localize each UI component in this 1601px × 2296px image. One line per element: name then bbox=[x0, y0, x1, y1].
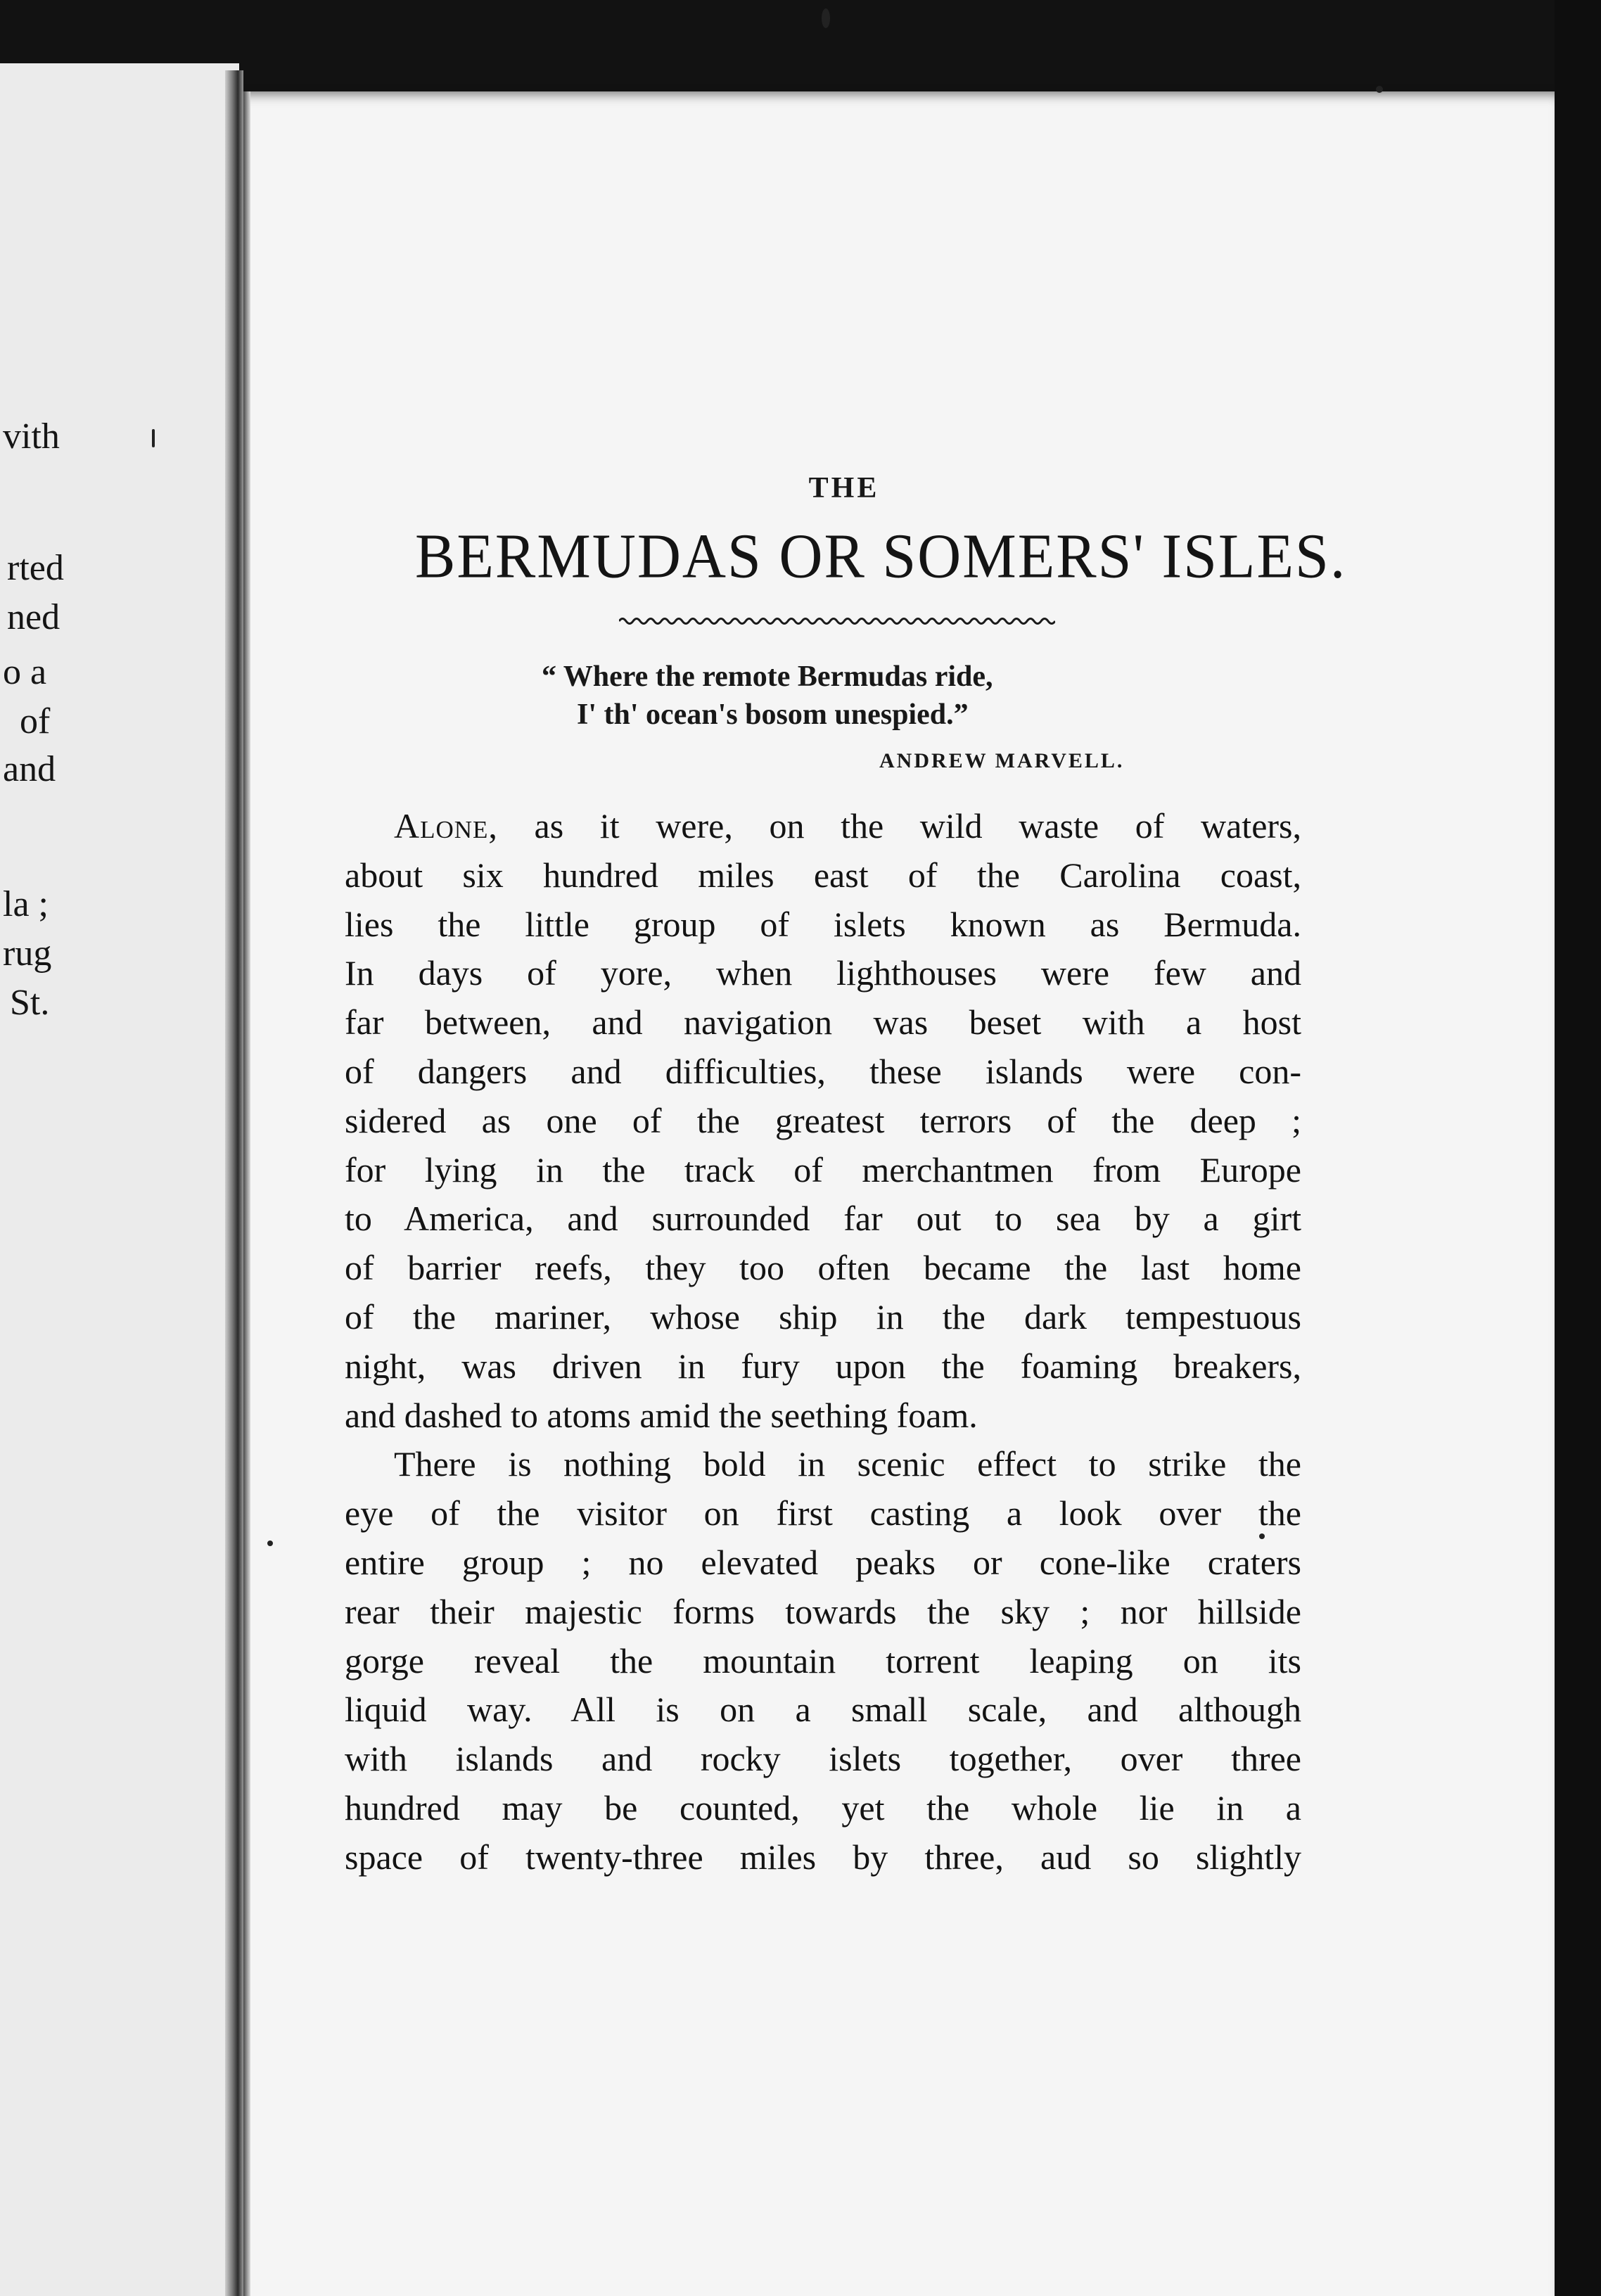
drop-word: Alone, bbox=[394, 806, 498, 846]
scan-speck bbox=[152, 429, 155, 447]
scan-speck bbox=[822, 8, 830, 28]
text-line: with islands and rocky islets together, over three bbox=[345, 1739, 1301, 1779]
scan-speck bbox=[267, 1541, 273, 1546]
text-line: liquid way. All is on a small scale, and although bbox=[345, 1690, 1301, 1730]
left-page-fragment: of bbox=[20, 701, 51, 741]
left-page-fragment: o a bbox=[3, 652, 47, 692]
text-line: of the mariner, whose ship in the dark tempestuous bbox=[345, 1296, 1301, 1337]
left-page-fragment: vith bbox=[3, 416, 60, 457]
text-line: There is nothing bold in scenic effect to strike the bbox=[394, 1444, 1301, 1484]
left-page-fragment: la ; bbox=[3, 884, 49, 924]
text-line: night, was driven in fury upon the foaming breakers, bbox=[345, 1346, 1301, 1386]
text-line: about six hundred miles east of the Carolina coast, bbox=[345, 855, 1301, 895]
left-page-fragment: ned bbox=[7, 597, 60, 637]
text-line: lies the little group of islets known as Bermuda. bbox=[345, 904, 1301, 944]
text-line: to America, and surrounded far out to sea by a girt bbox=[345, 1199, 1301, 1239]
book-gutter bbox=[225, 70, 243, 2296]
left-page-fragment: St. bbox=[10, 983, 50, 1023]
chapter-title: BERMUDAS OR SOMERS' ISLES. bbox=[415, 520, 1347, 592]
text-line: for lying in the track of merchantmen from Europe bbox=[345, 1149, 1301, 1190]
epigraph bbox=[542, 658, 1217, 734]
body-text bbox=[345, 802, 1301, 1882]
ornamental-wavy-rule bbox=[619, 616, 1055, 626]
text-line: eye of the visitor on first casting a look over the bbox=[345, 1493, 1301, 1533]
scan-speck bbox=[1376, 86, 1383, 93]
left-page-fragment: and bbox=[3, 749, 56, 789]
text-line: gorge reveal the mountain torrent leaping on its bbox=[345, 1640, 1301, 1680]
text-line: and dashed to atoms amid the seething foam. bbox=[345, 1395, 978, 1435]
page-inner-edge bbox=[243, 91, 250, 2296]
heading-the: THE bbox=[808, 472, 880, 504]
text-line bbox=[345, 802, 1301, 851]
text-line: rear their majestic forms towards the sky ; nor hillside bbox=[345, 1591, 1301, 1631]
text-line: hundred may be counted, yet the whole lie in a bbox=[345, 1787, 1301, 1828]
text-line-rest: as it were, on the wild waste of waters, bbox=[497, 806, 1301, 846]
text-line: sidered as one of the greatest terrors of the deep ; bbox=[345, 1100, 1301, 1140]
text-line: entire group ; no elevated peaks or cone-like craters bbox=[345, 1542, 1301, 1582]
epigraph-author: ANDREW MARVELL. bbox=[879, 749, 1125, 772]
text-line: far between, and navigation was beset with a host bbox=[345, 1002, 1301, 1042]
scan-speck bbox=[1259, 1533, 1265, 1539]
scan-frame-right bbox=[1555, 0, 1601, 2296]
text-line: space of twenty-three miles by three, aud so slightly bbox=[345, 1837, 1301, 1877]
epigraph-line: I' th' ocean's bosom unespied.” bbox=[577, 699, 969, 731]
previous-page-strip bbox=[0, 63, 239, 2296]
text-line: In days of yore, when lighthouses were few and bbox=[345, 953, 1301, 993]
epigraph-line: “ Where the remote Bermudas ride, bbox=[542, 661, 993, 693]
left-page-fragment: rug bbox=[3, 933, 52, 974]
left-page-fragment: rted bbox=[7, 548, 64, 588]
text-line: of barrier reefs, they too often became the last home bbox=[345, 1248, 1301, 1288]
text-line: of dangers and difficulties, these islands were con- bbox=[345, 1051, 1301, 1091]
